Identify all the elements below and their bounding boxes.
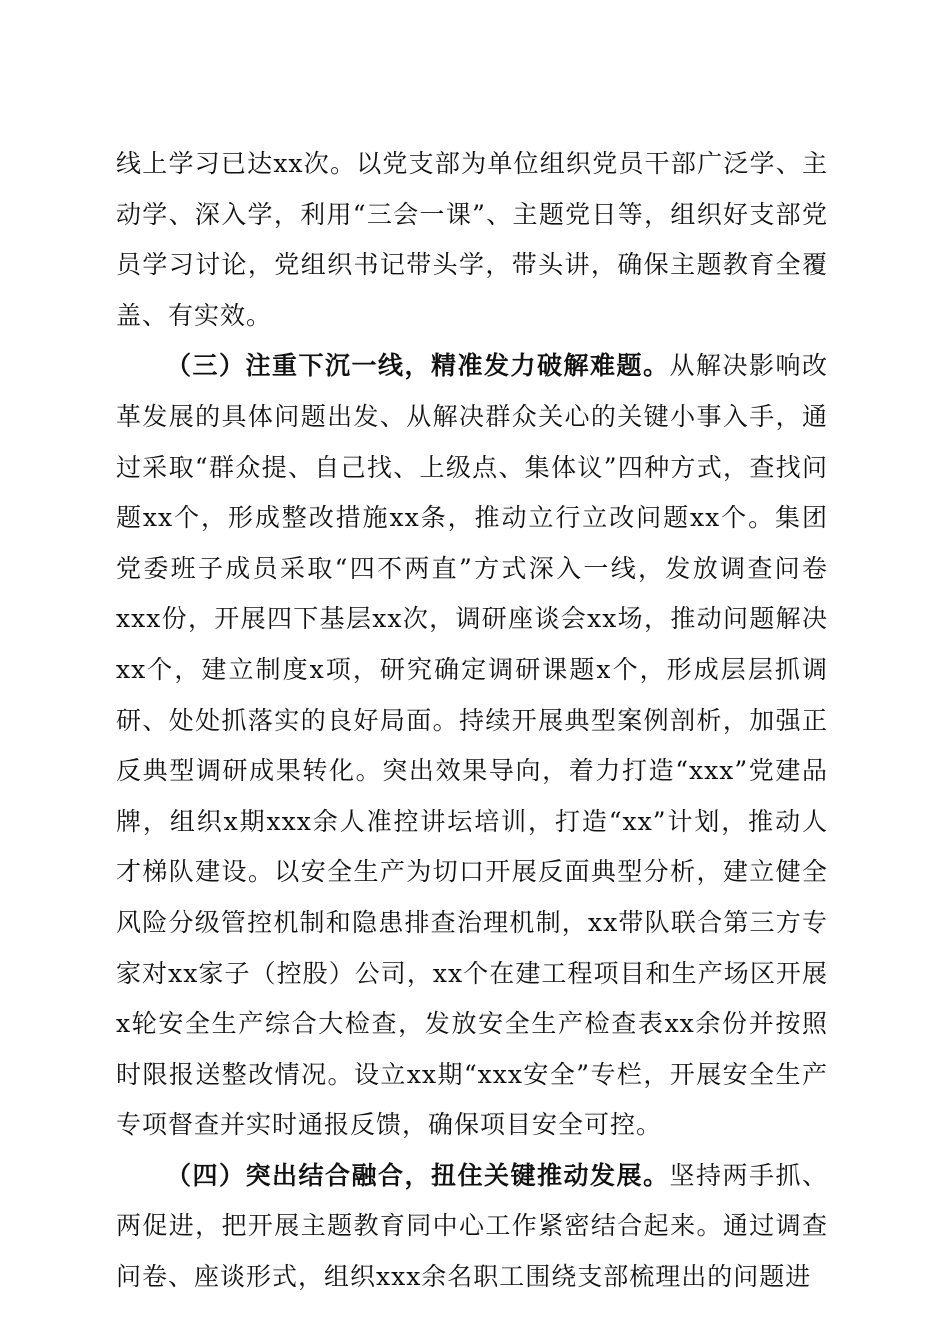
section-4-heading: （四）突出结合融合，扭住关键推动发展。	[166, 1160, 670, 1190]
paragraph-2-text: 从解决影响改革发展的具体问题出发、从解决群众关心的关键小事入手，通过采取“群众提、自己找、上级点、集体议”四种方式，查找问题xx个，形成整改措施xx条，推动立行立改问题xx个。集团党委班子成员采取“四不两直”方式深入一线，发放调查问卷xxx份，开展四下基层xx次，调研座谈会xx场，推动问题解决xx个，建立制度x项，研究确定调研课题x个，形成层层抓调研、处处抓落实的良好局面。持续开展典型案例剖析，加强正反典型调研成果转化。突出效果导向，着力打造“xxx”党建品牌，组织x期xxx余人准控讲坛培训，打造“xx”计划，推动人才梯队建设。以安全生产为切口开展反面典型分析，建立健全风险分级管控机制和隐患排查治理机制，xx带队联合第三方专家对xx家子（控股）公司，xx个在建工程项目和生产场区开展x轮安全生产综合大检查，发放安全生产检查表xx余份并按照时限报送整改情况。设立xx期“xxx安全”专栏，开展安全生产专项督查并实时通报反馈，确保项目安全可控。	[116, 351, 828, 1140]
paragraph-1	[116, 139, 828, 341]
document-page	[116, 139, 828, 1303]
section-3-heading: （三）注重下沉一线，精准发力破解难题。	[166, 351, 670, 381]
paragraph-3	[116, 1151, 828, 1303]
paragraph-1-text: 线上学习已达xx次。以党支部为单位组织党员干部广泛学、主动学、深入学，利用“三会一课”、主题党日等，组织好支部党员学习讨论，党组织书记带头学，带头讲，确保主题教育全覆盖、有实效。	[116, 149, 828, 330]
paragraph-3-text: 坚持两手抓、两促进，把开展主题教育同中心工作紧密结合起来。通过调查问卷、座谈形式，组织xxx余名职工围绕支部梳理出的问题进	[116, 1160, 828, 1292]
paragraph-2	[116, 341, 828, 1151]
